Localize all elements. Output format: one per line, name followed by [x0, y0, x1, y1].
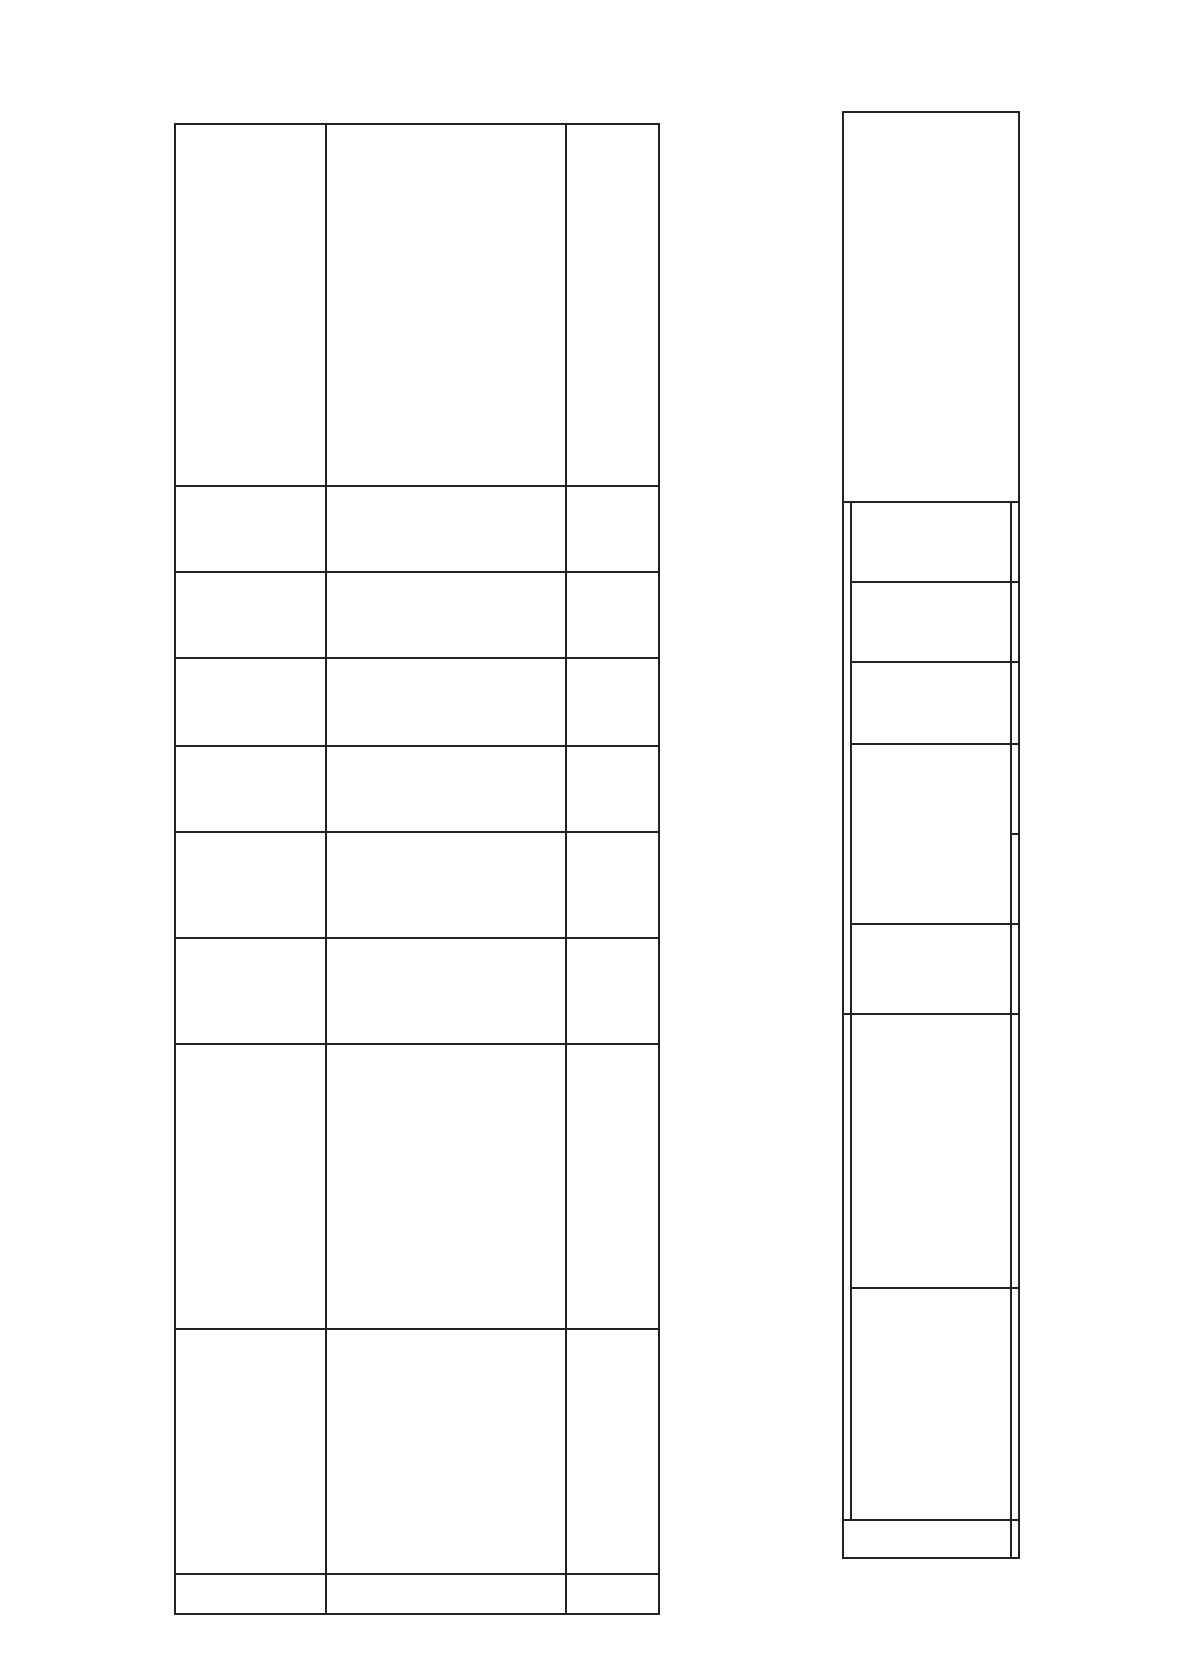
row-number	[566, 1574, 659, 1614]
auxiliary-uses	[326, 124, 566, 486]
empty-cell	[1011, 1288, 1019, 1520]
use-type-name	[566, 1329, 659, 1574]
parameter-cell	[326, 658, 566, 746]
empty-cell	[1011, 1014, 1019, 1288]
subheader-height	[1011, 502, 1019, 582]
row-number	[326, 1574, 566, 1614]
header-row	[843, 112, 851, 1558]
object-types	[566, 1044, 659, 1329]
parameter-cell	[175, 658, 326, 746]
header-auxiliary-uses	[843, 112, 1019, 502]
parameter-cell	[566, 938, 659, 1044]
header-object-types	[851, 1014, 1011, 1288]
subheader-plot-min	[1011, 834, 1019, 924]
permitted-use-table-continued	[174, 123, 660, 1615]
table-row	[566, 124, 659, 1614]
parameter-cell	[175, 486, 326, 572]
parameter-cell	[326, 832, 566, 938]
auxiliary-uses	[566, 124, 659, 486]
empty-cell	[1011, 1520, 1019, 1558]
object-types	[326, 1044, 566, 1329]
parameter-cell	[326, 572, 566, 658]
parameter-cell	[566, 572, 659, 658]
header-floors	[851, 582, 1011, 662]
header-area	[851, 924, 1011, 1014]
use-type-name	[326, 1329, 566, 1574]
subzone-regulation-table-header	[842, 111, 1020, 1559]
header-height	[851, 502, 1011, 582]
parameter-cell	[175, 572, 326, 658]
use-type-name	[175, 1329, 326, 1574]
parameter-cell	[175, 938, 326, 1044]
auxiliary-uses	[175, 124, 326, 486]
parameter-cell	[566, 658, 659, 746]
parameter-cell	[175, 746, 326, 832]
header-limit-parameters	[843, 502, 851, 1014]
subheader-percent	[1011, 662, 1019, 744]
header-permitted-uses	[843, 1014, 851, 1520]
subheader-floors	[1011, 582, 1019, 662]
object-types	[175, 1044, 326, 1329]
row-number	[175, 1574, 326, 1614]
subheader-plot-max	[1011, 744, 1019, 834]
table-row	[326, 124, 566, 1614]
parameter-cell	[326, 746, 566, 832]
header-use-name	[851, 1288, 1011, 1520]
header-building-percent	[851, 662, 1011, 744]
parameter-cell	[566, 486, 659, 572]
subheader-area	[1011, 924, 1019, 1014]
parameter-cell	[566, 832, 659, 938]
parameter-cell	[175, 832, 326, 938]
header-number	[843, 1520, 1011, 1558]
header-plot-size	[851, 744, 1011, 924]
parameter-cell	[566, 746, 659, 832]
table-row	[175, 124, 326, 1614]
parameter-cell	[326, 938, 566, 1044]
parameter-cell	[326, 486, 566, 572]
